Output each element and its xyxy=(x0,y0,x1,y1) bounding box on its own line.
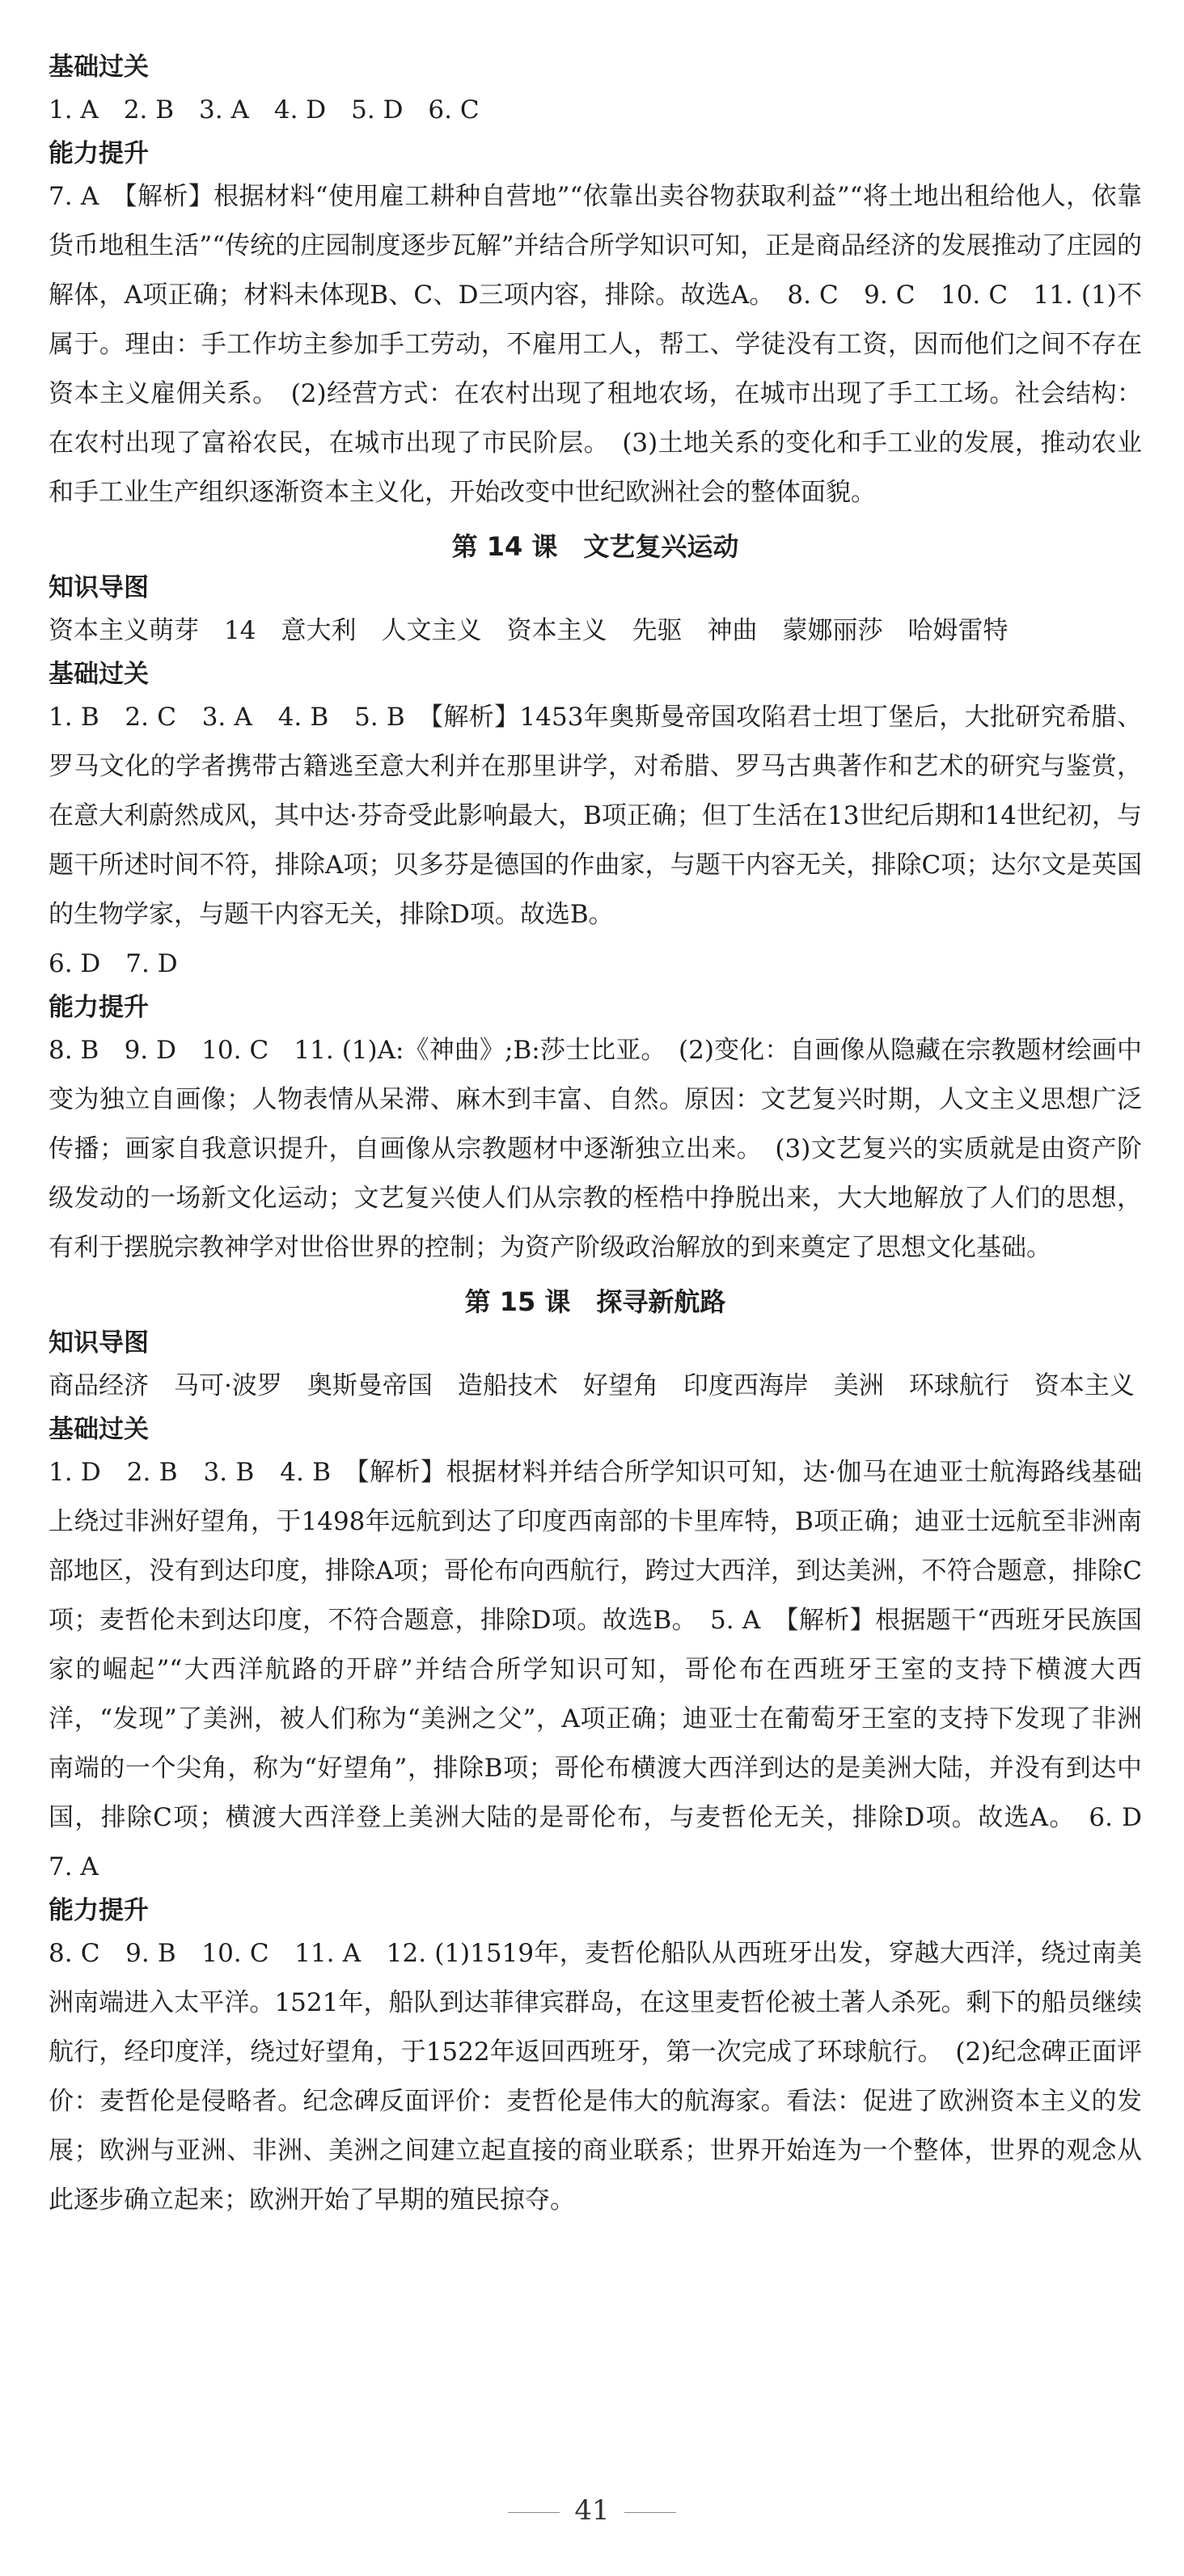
lesson-15-advanced-text: 8. C 9. B 10. C 11. A 12. (1)1519年，麦哲伦船队从西班牙出发，穿越大西洋，绕过南美洲南端进入太平洋。1521年，船队到达菲律宾群岛，在这里麦哲伦被土著人杀死。剩下的船员继续航行，经印度洋，绕过好望角，于1522年返回西班牙，第一次完成了环球航行。 (2)纪念碑正面评价：麦哲伦是侵略者。纪念碑反面评价：麦哲伦是伟大的航海家。看法：促进了欧洲资本主义的发展；欧洲与亚洲、非洲、美洲之间建立起直接的商业联系；世界开始连为一个整体，世界的观念从此逐步确立起来；欧洲开始了早期的殖民掠夺。 xyxy=(49,1939,1142,2215)
page-number: 41 xyxy=(574,2494,610,2527)
section-heading-basic: 基础过关 xyxy=(49,53,149,82)
lesson-14-map-text: 资本主义萌芽 14 意大利 人文主义 资本主义 先驱 神曲 蒙娜丽莎 哈姆雷特 xyxy=(49,616,1009,645)
lesson-14-basic-text-2: 6. D 7. D xyxy=(49,949,178,978)
lesson-14-map-heading: 知识导图 xyxy=(49,573,149,602)
section-heading-advanced: 能力提升 xyxy=(49,139,149,168)
page-number-footer xyxy=(0,2494,1184,2527)
lesson-14-basic-text: 1. B 2. C 3. A 4. B 5. B 【解析】1453年奥斯曼帝国攻陷君士坦丁堡后，大批研究希腊、罗马文化的学者携带古籍逃至意大利并在那里讲学，对希腊、罗马古典著作和艺术的研究与鉴赏，在意大利蔚然成风，其中达·芬奇受此影响最大，B项正确；但丁生活在13世纪后期和14世纪初，与题干所述时间不符，排除A项；贝多芬是德国的作曲家，与题干内容无关，排除C项；达尔文是英国的生物学家，与题干内容无关，排除D项。故选B。 xyxy=(49,703,1142,929)
lesson-15-advanced-heading: 能力提升 xyxy=(49,1896,149,1925)
answer-page xyxy=(49,49,1167,2225)
lesson-14-advanced-heading: 能力提升 xyxy=(49,993,149,1022)
footer-rule-right xyxy=(624,2512,676,2513)
lesson-15-map-heading: 知识导图 xyxy=(49,1328,149,1358)
lesson-15-map-text: 商品经济 马可·波罗 奥斯曼帝国 造船技术 好望角 印度西海岸 美洲 环球航行 资本主义 xyxy=(49,1371,1135,1400)
lesson-14-advanced-text: 8. B 9. D 10. C 11. (1)A:《神曲》;B:莎士比亚。 (2)变化：自画像从隐藏在宗教题材绘画中变为独立自画像；人物表情从呆滞、麻木到丰富、自然。原因：文艺复兴时期，人文主义思想广泛传播；画家自我意识提升，自画像从宗教题材中逐渐独立出来。 (3)文艺复兴的实质就是由资产阶级发动的一场新文化运动；文艺复兴使人们从宗教的桎梏中挣脱出来，大大地解放了人们的思想，有利于摆脱宗教神学对世俗世界的控制；为资产阶级政治解放的到来奠定了思想文化基础。 xyxy=(49,1036,1142,1262)
lesson-14-title: 第 14 课 文艺复兴运动 xyxy=(451,531,739,562)
footer-rule-left xyxy=(508,2512,560,2513)
lesson-15-basic-text: 1. D 2. B 3. B 4. B 【解析】根据材料并结合所学知识可知，达·伽马在迪亚士航海路线基础上绕过非洲好望角，于1498年远航到达了印度西南部的卡里库特，B项正确；迪亚士远航至非洲南部地区，没有到达印度，排除A项；哥伦布向西航行，跨过大西洋，到达美洲，不符合题意，排除C项；麦哲伦未到达印度，不符合题意，排除D项。故选B。 5. A 【解析】根据题干“西班牙民族国家的崛起”“大西洋航路的开辟”并结合所学知识可知，哥伦布在西班牙王室的支持下横渡大西洋，“发现”了美洲，被人们称为“美洲之父”，A项正确；迪亚士在葡萄牙王室的支持下发现了非洲南端的一个尖角，称为“好望角”，排除B项；哥伦布横渡大西洋到达的是美洲大陆，并没有到达中国，排除C项；横渡大西洋登上美洲大陆的是哥伦布，与麦哲伦无关，排除D项。故选A。 6. D 7. A xyxy=(49,1458,1167,1881)
basic-answers: 1. A 2. B 3. A 4. D 5. D 6. C xyxy=(49,95,480,125)
lesson-14-basic-heading: 基础过关 xyxy=(49,660,149,689)
lesson-15-title: 第 15 课 探寻新航路 xyxy=(464,1286,726,1317)
lesson-15-basic-heading: 基础过关 xyxy=(49,1415,149,1444)
advanced-answers: 7. A 【解析】根据材料“使用雇工耕种自营地”“依靠出卖谷物获取利益”“将土地出租给他人，依靠货币地租生活”“传统的庄园制度逐步瓦解”并结合所学知识可知，正是商品经济的发展推动了庄园的解体，A项正确；材料未体现B、C、D三项内容，排除。故选A。 8. C 9. C 10. C 11. (1)不属于。理由：手工作坊主参加手工劳动，不雇用工人，帮工、学徒没有工资，因而他们之间不存在资本主义雇佣关系。 (2)经营方式：在农村出现了租地农场，在城市出现了手工工场。社会结构：在农村出现了富裕农民，在城市出现了市民阶层。 (3)土地关系的变化和手工业的发展，推动农业和手工业生产组织逐渐资本主义化，开始改变中世纪欧洲社会的整体面貌。 xyxy=(49,182,1142,507)
